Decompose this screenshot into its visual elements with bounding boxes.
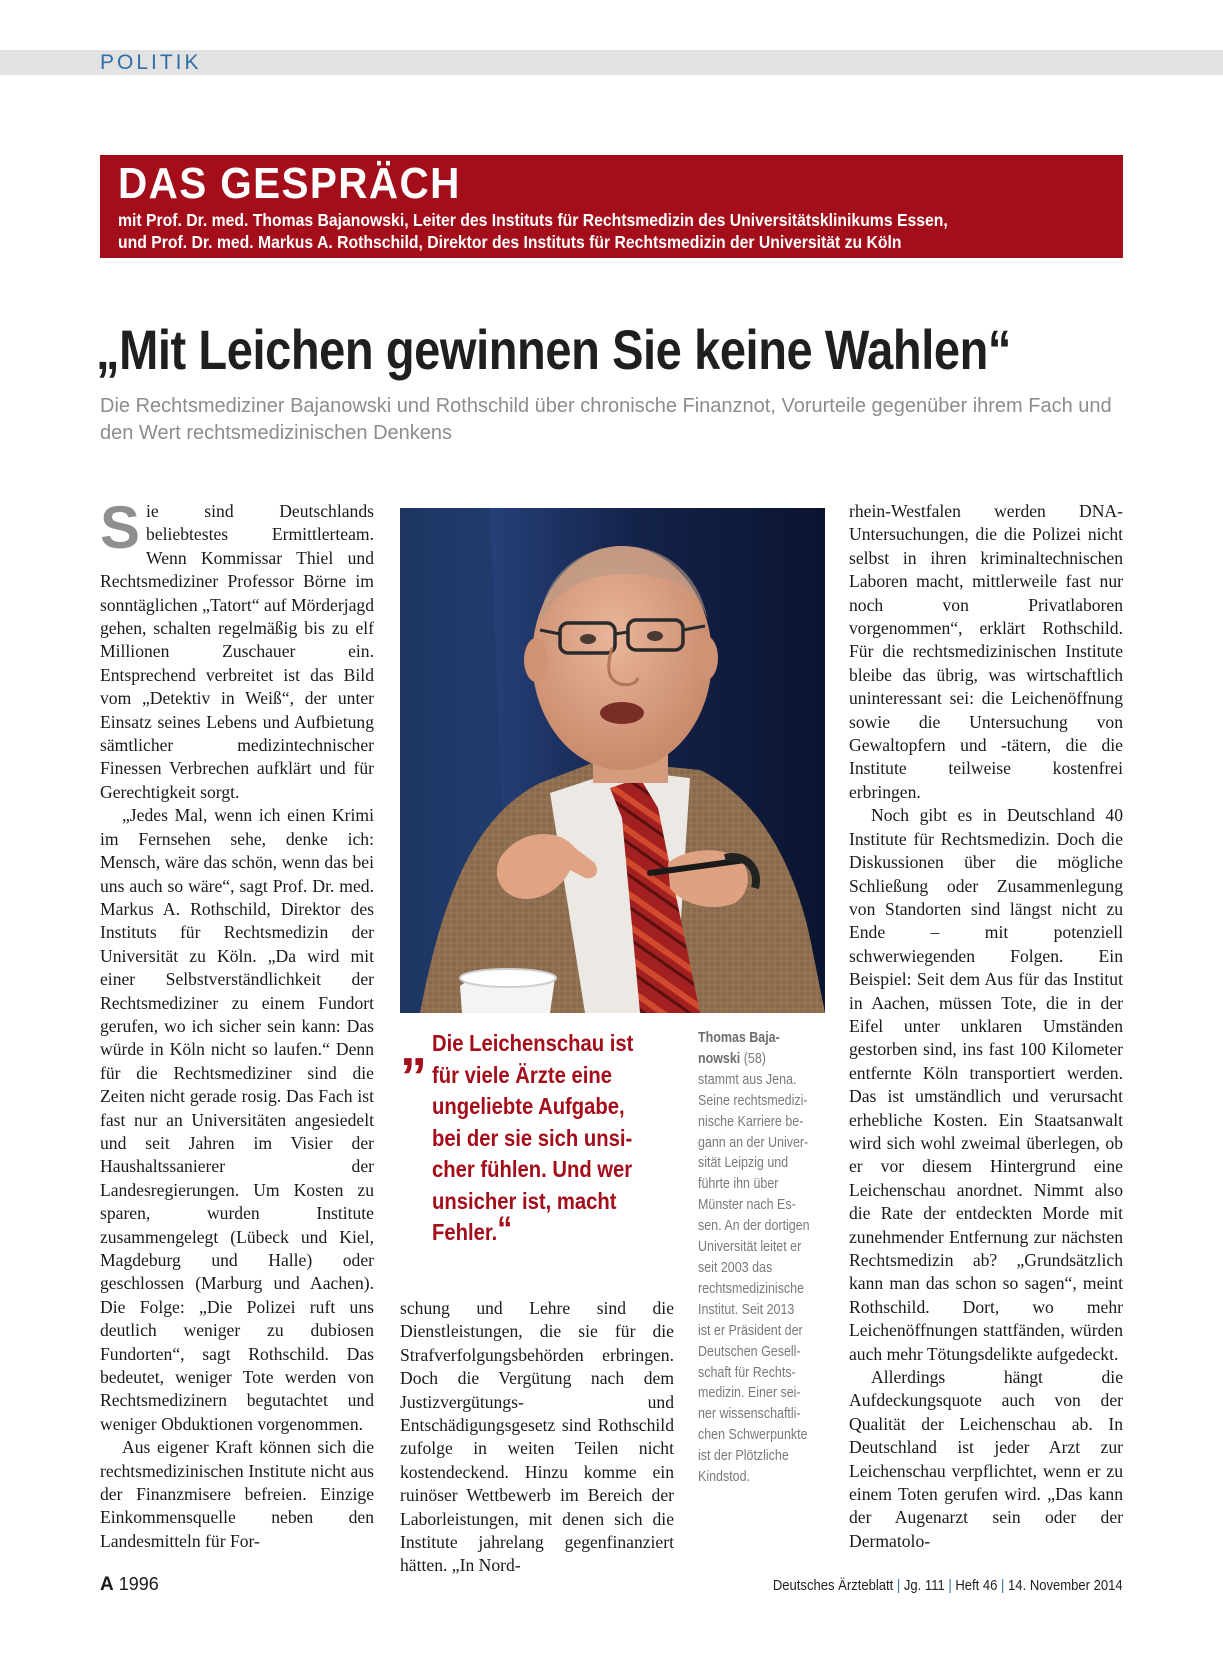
caption-age: (58)	[740, 1050, 766, 1067]
caption-line: Institut. Seit 2013	[698, 1301, 795, 1318]
article-column-2	[400, 1297, 674, 1578]
pull-quote-line: Die Leichenschau ist	[432, 1030, 634, 1056]
article-column-3	[849, 500, 1123, 1553]
caption-line: Kindstod.	[698, 1469, 751, 1486]
caption-name: Thomas Baja-	[698, 1030, 780, 1046]
caption-line: ner wissenschaftli-	[698, 1406, 801, 1423]
drop-cap: S	[100, 494, 141, 561]
page-number	[100, 1574, 159, 1596]
paragraph: Aus eigener Kraft können sich die rechtsmedizinischen Institute nicht aus der Finanzmisere befreien. Einzige Einkommensquelle neben den Landesmitteln für For-	[100, 1437, 374, 1551]
caption-line: stammt aus Jena.	[698, 1071, 797, 1088]
journal-volume: Jg. 111	[904, 1578, 946, 1594]
caption-line: gann an der Univer-	[698, 1134, 809, 1151]
caption-name-line	[698, 1049, 808, 1070]
caption-line: Deutschen Gesell-	[698, 1343, 801, 1360]
pull-quote-line: bei der sie sich unsi-	[432, 1124, 633, 1151]
paragraph: rhein-Westfalen werden DNA-Untersuchungen, die die Polizei nicht selbst in ihren kriminaltechnischen Laboren macht, mittlerweile fast nur noch von Privatlaboren vorgenommen“, erklärt Rothschild. Für die rechtsmedizinischen Institute bleibe das übrig, was wirtschaftlich uninteressant sei: die Leichenöffnung sowie die Untersuchung von Gewaltopfern und -tätern, die die Institute teilweise kostenfrei erbringen.	[849, 501, 1123, 802]
pull-quote-line: für viele Ärzte eine	[432, 1061, 612, 1088]
caption-line: führte ihn über	[698, 1176, 779, 1193]
caption-line: Universität leitet er	[698, 1239, 802, 1256]
caption-line: ist der Plötzliche	[698, 1448, 789, 1465]
caption-line: Seine rechtsmedizi-	[698, 1092, 808, 1109]
article-headline: „Mit Leichen gewinnen Sie keine Wahlen“	[96, 318, 1012, 381]
pull-quote-line: ungeliebte Aufgabe,	[432, 1093, 625, 1119]
caption-line: sen. An der dortigen	[698, 1218, 810, 1235]
paragraph: Noch gibt es in Deutschland 40 Institute für Rechtsmedizin. Doch die Diskussionen über die mögliche Schließung oder Zusammenlegung von Standorten sind längst nicht zu Ende – mit potenziell schwerwiegenden Folgen. Ein Beispiel: Seit dem Aus für das Institut in Aachen, müssen Tote, die in der Eifel unter unklaren Umständen gestorben sind, ins fast 100 Kilometer entfernte Köln transportiert werden. Das ist umständlich und verursacht erhebliche Kosten. Ein Staatsanwalt wird sich wohl zweimal überlegen, ob er vor diesem Hintergrund eine Leichenschau anordnet. Nimmt also die Rate der entdeckten Morde mit zunehmender Entfernung zur nächsten Rechtsmedizin ab? „Grundsätzlich kann man das schon so sagen“, meint Rothschild. Dort, wo mehr Leichenöffnungen stattfänden, würden auch mehr Tötungsdelikte aufgedeckt.	[849, 805, 1123, 1364]
paragraph: schung und Lehre sind die Dienstleistungen, die sie für die Strafverfolgungsbehörden erbringen. Doch die Vergütung nach dem Justizvergütungs- und Entschädigungsgesetz sind Rothschild zufolge in weiten Teilen nicht kostendeckend. Hinzu komme ein ruinöser Wettbewerb im Bereich der Laborleistungen, mit denen sich die Institute jahrelang gegenfinanziert hätten. „In Nord-	[400, 1298, 674, 1576]
pull-quote-line	[432, 1210, 643, 1249]
banner-title: DAS GESPRÄCH	[118, 159, 461, 208]
pull-quote-text	[432, 1028, 643, 1249]
pull-quote-last-words: Fehler.	[432, 1219, 498, 1245]
footer-separator: |	[948, 1578, 953, 1594]
page-number-value: 1996	[113, 1574, 159, 1594]
caption-line: seit 2003 das	[698, 1259, 773, 1276]
journal-issue: Heft 46	[955, 1578, 998, 1594]
pull-quote-line: cher fühlen. Und wer	[432, 1156, 633, 1182]
photo-caption	[698, 1028, 808, 1488]
quote-close-mark: “	[497, 1210, 513, 1248]
paragraph: „Jedes Mal, wenn ich einen Krimi im Fernsehen sehe, denke ich: Mensch, wäre das schön, wenn das bei uns auch so wäre“, sagt Prof. Dr. med. Markus A. Rothschild, Direktor des Instituts für Rechtsmedizin der Universität zu Köln. „Da wird mit einer Selbstverständlichkeit der Rechtsmediziner zu einem Fundort gerufen, wo ich sicher sein kann: Das würde in Köln nicht so laufen.“ Denn für die Rechtsmediziner sind die Zeiten nicht gerade rosig. Das Fach ist fast nur an Universitäten angesiedelt und seit Jahren im Visier der Haushaltssanierer der Landesregierungen. Um Kosten zu sparen, wurden Institute zusammengelegt (Lübeck und Kiel, Magdeburg und Halle) oder geschlossen (Marburg und Aachen). Die Folge: „Die Polizei ruft uns deutlich weniger zu dubiosen Fundorten“, sagt Rothschild. Das bedeutet, weniger Tote werden von Rechtsmedizinern begutachtet und weniger Obduktionen vorgenommen.	[100, 805, 374, 1434]
quote-open-mark: „	[400, 1017, 427, 1077]
caption-line: chen Schwerpunkte	[698, 1427, 808, 1444]
caption-line: schaft für Rechts-	[698, 1364, 796, 1381]
article-dek: Die Rechtsmediziner Bajanowski und Rothschild über chronische Finanznot, Vorurteile gegenüber ihrem Fach und den Wert rechtsmedizinischen Denkens	[100, 395, 1112, 444]
caption-line: sität Leipzig und	[698, 1155, 789, 1172]
portrait-photo	[400, 508, 825, 1013]
journal-name: Deutsches Ärzteblatt	[773, 1578, 894, 1594]
interview-banner	[100, 155, 1123, 258]
caption-line: medizin. Einer sei-	[698, 1385, 801, 1402]
caption-line: Münster nach Es-	[698, 1197, 796, 1214]
paragraph: Allerdings hängt die Aufdeckungsquote auch von der Qualität der Leichenschau ab. In Deutschland ist jeder Arzt zur Leichenschau verpflichtet, wenn er zu einem Toten gerufen wird. „Das kann der Augenarzt sein oder der Dermatolo-	[849, 1367, 1123, 1551]
page-prefix: A	[100, 1574, 114, 1595]
paragraph	[100, 494, 374, 804]
caption-name-line	[698, 1028, 808, 1049]
banner-subtitle-line-2: und Prof. Dr. med. Markus A. Rothschild, Direktor des Instituts für Rechtsmedizin der Universität zu Köln	[118, 232, 902, 252]
caption-line: rechtsmedizinische	[698, 1280, 805, 1297]
section-label: POLITIK	[100, 51, 202, 74]
caption-name: nowski	[698, 1050, 741, 1067]
journal-footer	[773, 1578, 1123, 1594]
banner-subtitle-line-1: mit Prof. Dr. med. Thomas Bajanowski, Leiter des Instituts für Rechtsmedizin des Universitätsklinikums Essen,	[118, 210, 948, 230]
pull-quote-line: unsicher ist, macht	[432, 1187, 617, 1214]
paragraph-text: ie sind Deutschlands beliebtestes Ermittlerteam. Wenn Kommissar Thiel und Rechtsmediziner Professor Börne im sonntäglichen „Tatort“ auf Mörderjagd gehen, schalten regelmäßig bis zu elf Millionen Zuschauer ein. Entsprechend verbreitet ist das Bild vom „Detektiv in Weiß“, der unter Einsatz seines Lebens und Aufbietung sämtlicher medizintechnischer Finessen Verbrechen aufklärt und für Gerechtigkeit sorgt.	[100, 501, 374, 802]
journal-date: 14. November 2014	[1008, 1578, 1123, 1594]
footer-separator: |	[897, 1578, 901, 1594]
footer-separator: |	[1001, 1578, 1005, 1594]
caption-line: ist er Präsident der	[698, 1322, 803, 1339]
article-column-1	[100, 494, 374, 1553]
caption-line: nische Karriere be-	[698, 1113, 804, 1130]
